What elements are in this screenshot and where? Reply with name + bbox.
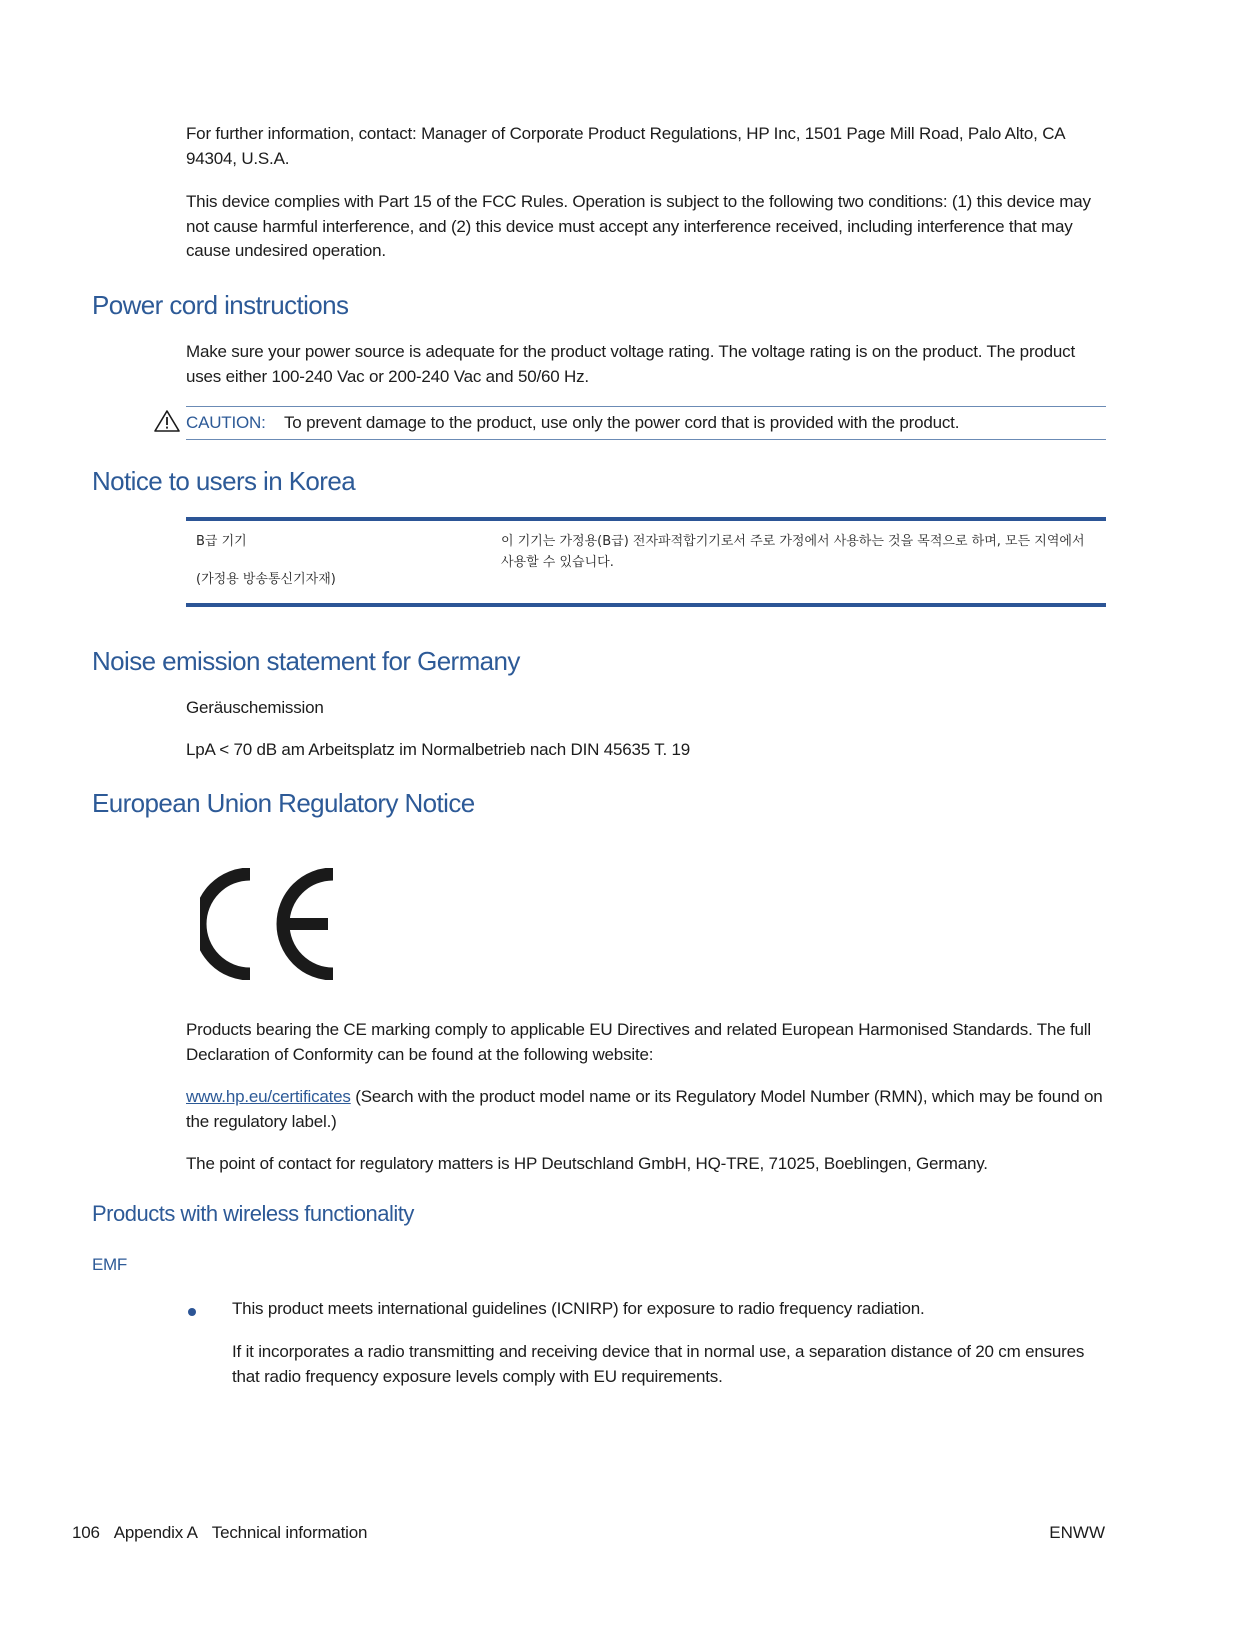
- footer-section: Appendix A: [113, 1523, 198, 1542]
- contact-paragraph: For further information, contact: Manager of Corporate Product Regulations, HP Inc, 1501 Page Mill Road, Palo Alto, CA 94304, U.S.A.: [186, 124, 1065, 168]
- wireless-heading: Products with wireless functionality: [92, 1201, 414, 1226]
- page-footer: [72, 1523, 381, 1543]
- germany-line-2: LpA < 70 dB am Arbeitsplatz im Normalbetrieb nach DIN 45635 T. 19: [186, 740, 691, 759]
- bullet-icon: [188, 1308, 196, 1316]
- footer-title: Technical information: [211, 1523, 368, 1542]
- emf-separation-paragraph: If it incorporates a radio transmitting and receiving device that in normal use, a separation distance of 20 cm ensures that radio frequency exposure levels comply with EU requirements.: [232, 1342, 1085, 1386]
- eu-contact-paragraph: The point of contact for regulatory matters is HP Deutschland GmbH, HQ-TRE, 71025, Boeblingen, Germany.: [186, 1154, 988, 1173]
- ce-compliance-paragraph: Products bearing the CE marking comply to applicable EU Directives and related European Harmonised Standards. The full Declaration of Conformity can be found at the following website:: [186, 1020, 1091, 1064]
- footer-locale: ENWW: [1049, 1523, 1105, 1542]
- fcc-paragraph: This device complies with Part 15 of the FCC Rules. Operation is subject to the following two conditions: (1) this device may not cause harmful interference, and (2) this device must accept any interference received, including interference that may cause undesired operation.: [186, 192, 1091, 260]
- korea-class-label: B급 기기: [196, 534, 247, 549]
- caution-label: CAUTION:: [186, 413, 266, 432]
- certificates-note: (Search with the product model name or its Regulatory Model Number (RMN), which may be found on the regulatory label.): [186, 1087, 1103, 1131]
- ce-mark-icon: [200, 868, 340, 980]
- emf-subheading: EMF: [92, 1255, 127, 1274]
- warning-triangle-icon: [154, 410, 180, 432]
- emf-bullet-text: This product meets international guidelines (ICNIRP) for exposure to radio frequency radiation.: [232, 1299, 925, 1318]
- certificates-paragraph: [186, 1085, 1106, 1134]
- certificates-link[interactable]: www.hp.eu/certificates: [186, 1087, 351, 1106]
- korea-notice-text: 이 기기는 가정용(B급) 전자파적합기기로서 주로 가정에서 사용하는 것을 목적으로 하며, 모든 지역에서 사용할 수 있습니다.: [501, 534, 1085, 570]
- korea-class-description: (가정용 방송통신기자재): [196, 572, 336, 587]
- eu-heading: European Union Regulatory Notice: [92, 788, 475, 818]
- germany-heading: Noise emission statement for Germany: [92, 646, 520, 676]
- caution-text: To prevent damage to the product, use only the power cord that is provided with the product.: [284, 413, 960, 432]
- korea-notice-table: [186, 517, 1106, 607]
- page-number: 106: [72, 1523, 100, 1542]
- power-cord-paragraph: Make sure your power source is adequate for the product voltage rating. The voltage rating is on the product. The product uses either 100-240 Vac or 200-240 Vac and 50/60 Hz.: [186, 342, 1075, 386]
- power-cord-heading: Power cord instructions: [92, 290, 349, 320]
- caution-note: [186, 406, 1106, 440]
- germany-line-1: Geräuschemission: [186, 698, 324, 717]
- korea-heading: Notice to users in Korea: [92, 466, 356, 496]
